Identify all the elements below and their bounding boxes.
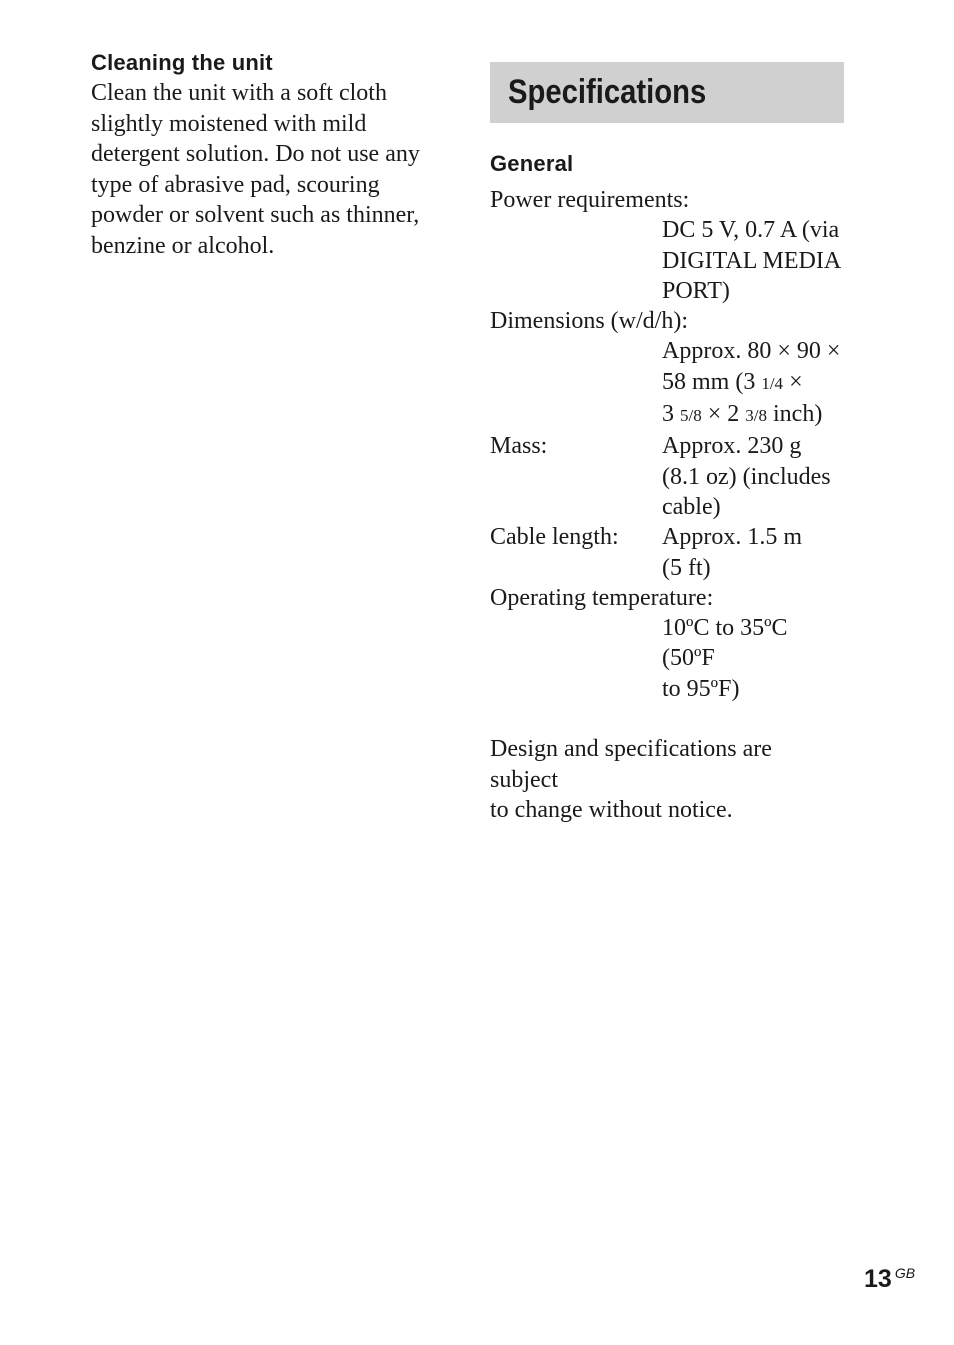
- specifications-title: Specifications: [508, 73, 707, 111]
- spec-value-line: [662, 367, 844, 399]
- spec-value-line: [662, 399, 844, 431]
- spec-value-temperature: [490, 613, 844, 704]
- dimension-text: 3: [662, 401, 680, 428]
- note-line: Design and specifications are subject: [490, 736, 772, 793]
- spec-row-cable: [490, 522, 844, 583]
- spec-value-line: Approx. 80 × 90 ×: [662, 338, 841, 365]
- specifications-title-box: [490, 62, 844, 123]
- spec-value-power: [490, 215, 844, 306]
- dimension-text: 58 mm (3: [662, 368, 762, 395]
- spec-value-line: (8.1 oz) (includes: [662, 463, 831, 490]
- cleaning-heading: Cleaning the unit: [91, 50, 273, 75]
- spec-value-line: (5 ft): [662, 554, 711, 581]
- spec-value-mass: [662, 431, 844, 522]
- spec-value-line: cable): [662, 493, 721, 520]
- cleaning-line: powder or solvent such as thinner,: [91, 202, 420, 228]
- dimension-fraction: 5/8: [680, 406, 702, 426]
- cleaning-line: slightly moistened with mild: [91, 110, 367, 137]
- spec-label-mass: Mass:: [490, 433, 548, 460]
- note-line: to change without notice.: [490, 797, 733, 824]
- cleaning-line: benzine or alcohol.: [91, 232, 275, 259]
- dimension-text: ×: [783, 368, 803, 395]
- spec-value-line: DIGITAL MEDIA: [662, 247, 842, 274]
- spec-value-line: Approx. 1.5 m: [662, 524, 802, 551]
- dimension-text: inch): [767, 401, 823, 428]
- dimension-fraction: 3/8: [745, 406, 768, 426]
- spec-value-line: Approx. 230 g: [662, 433, 802, 460]
- cleaning-line: detergent solution. Do not use any: [91, 141, 420, 167]
- spec-row-mass: [490, 431, 844, 522]
- spec-value-line: to 95ºF): [662, 675, 740, 702]
- spec-value-cable: [662, 522, 844, 583]
- specifications-note: [490, 734, 844, 826]
- spec-value-dimensions: [490, 336, 844, 431]
- page-number: [864, 1265, 915, 1294]
- spec-label-temperature: Operating temperature:: [490, 584, 714, 611]
- spec-value-line: DC 5 V, 0.7 A (via: [662, 217, 840, 244]
- spec-value-line: PORT): [662, 277, 730, 304]
- spec-label-dimensions: Dimensions (w/d/h):: [490, 308, 688, 335]
- dimension-text: × 2: [701, 401, 746, 428]
- cleaning-section: [91, 48, 451, 261]
- spec-list: [490, 185, 844, 704]
- spec-value-line: 10ºC to 35ºC (50ºF: [662, 615, 788, 672]
- cleaning-line: type of abrasive pad, scouring: [91, 171, 380, 198]
- cleaning-line: Clean the unit with a soft cloth: [91, 80, 387, 106]
- cleaning-paragraph: [91, 78, 451, 261]
- spec-label-cable: Cable length:: [490, 524, 619, 551]
- spec-label-power: Power requirements:: [490, 187, 690, 213]
- general-heading: General: [490, 151, 574, 176]
- dimension-fraction: 1/4: [761, 373, 784, 393]
- page-number-value: 13: [864, 1265, 892, 1293]
- specifications-section: [490, 62, 844, 826]
- page-number-suffix: GB: [894, 1265, 916, 1281]
